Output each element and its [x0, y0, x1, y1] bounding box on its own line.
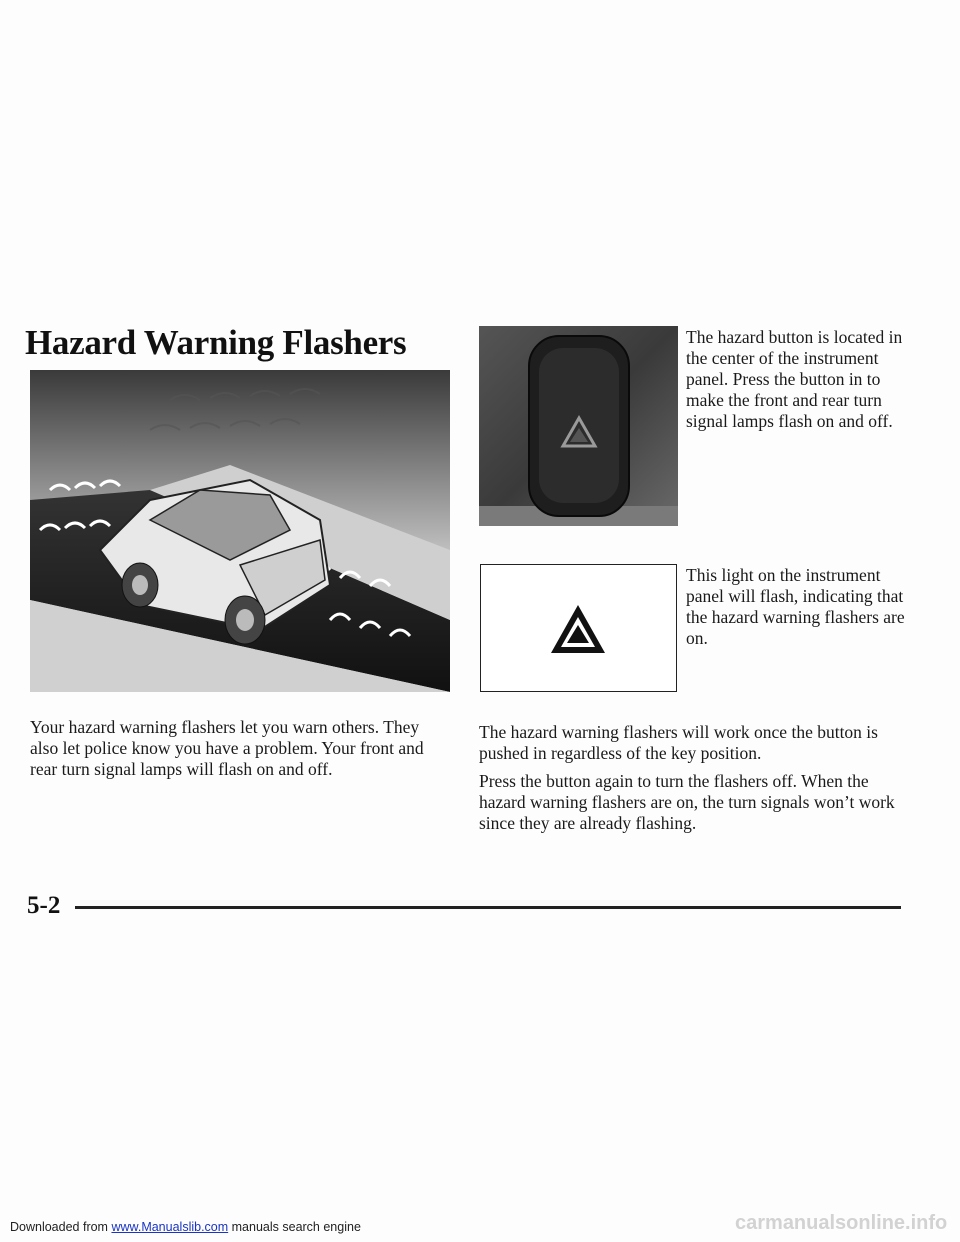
- intro-paragraph: Your hazard warning flashers let you warn others. They also let police know you have a problem. Your front and rear turn signal lamps will flash on and off.: [30, 717, 424, 779]
- watermark: carmanualsonline.info: [735, 1212, 948, 1234]
- page-number: 5-2: [27, 892, 61, 919]
- light-info-text: This light on the instrument panel will flash, indicating that the hazard warning flashers are on.: [686, 565, 905, 648]
- page-title: Hazard Warning Flashers: [25, 323, 407, 362]
- footer-prefix: Downloaded from: [10, 1220, 112, 1234]
- hazard-button-photo: [479, 326, 678, 526]
- page-rule: [75, 906, 901, 909]
- button-location-text: The hazard button is located in the center of the instrument panel. Press the button in to make the front and rear turn signal lamps flash on and off.: [686, 327, 903, 431]
- hazard-triangle-icon: [549, 603, 607, 655]
- hazard-car-illustration: [30, 370, 450, 692]
- turn-off-paragraph: Press the button again to turn the flashers off. When the hazard warning flashers are on, the turn signals won’t work since they are already flashing.: [479, 771, 895, 833]
- hazard-indicator-box: [480, 564, 677, 692]
- download-footer: [10, 1220, 361, 1234]
- footer-suffix: manuals search engine: [228, 1220, 361, 1234]
- key-position-paragraph: The hazard warning flashers will work once the button is pushed in regardless of the key position.: [479, 722, 878, 763]
- manualslib-link[interactable]: www.Manualslib.com: [111, 1220, 229, 1234]
